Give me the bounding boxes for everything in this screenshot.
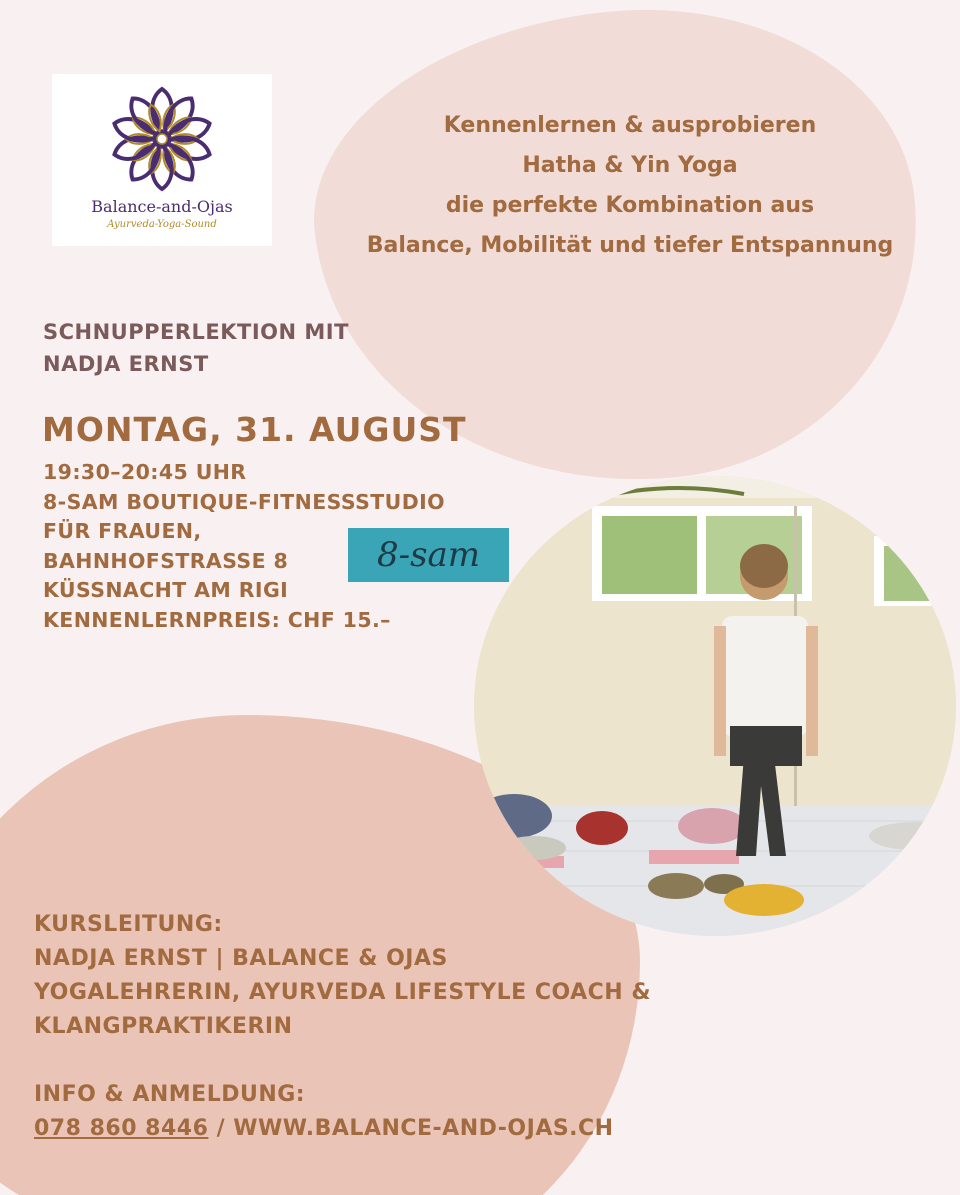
event-price: KENNENLERNPREIS: CHF 15.– [43,607,391,632]
intro-line: SCHNUPPERLEKTION MIT [43,320,349,344]
event-date: MONTAG, 31. AUGUST [42,410,467,449]
footer [34,908,794,1146]
headline [305,106,955,266]
event-venue: 8-SAM BOUTIQUE-FITNESSSTUDIO [43,489,445,514]
intro-text [43,316,463,380]
event-street: BAHNHOFSTRASSE 8 [43,548,289,573]
course-lead-line: KLANGPRAKTIKERIN [34,1014,293,1039]
course-lead-line: YOGALEHRERIN, AYURVEDA LIFESTYLE COACH & [34,980,652,1005]
contact-line [34,1112,794,1146]
headline-line: Balance, Mobilität und tiefer Entspannung [366,233,894,258]
logo-name: Balance-and-Ojas [91,197,233,216]
yoga-class-photo [474,476,956,936]
phone-link[interactable]: 078 860 8446 [34,1116,209,1141]
event-town: KÜSSNACHT AM RIGI [43,578,289,602]
contact-separator: / [208,1116,234,1141]
event-time: 19:30–20:45 UHR [43,460,247,484]
course-lead-heading: KURSLEITUNG: [34,912,223,937]
event-venue-audience: FÜR FRAUEN, [43,519,202,543]
spacer [34,1044,794,1078]
website-link[interactable]: WWW.BALANCE-AND-OJAS.CH [233,1116,614,1141]
info-heading: INFO & ANMELDUNG: [34,1082,306,1107]
headline-line: Kennenlernen & ausprobieren [443,113,817,138]
logo [52,74,272,246]
course-lead-line: NADJA ERNST | BALANCE & OJAS [34,946,448,971]
headline-line: Hatha & Yin Yoga [522,153,738,178]
lotus-mandala-icon [107,84,217,194]
headline-line: die perfekte Kombination aus [445,193,815,218]
intro-line: NADJA ERNST [43,352,209,376]
studio-logo-badge: 8-sam [348,528,509,582]
logo-tagline: Ayurveda-Yoga-Sound [107,219,217,230]
